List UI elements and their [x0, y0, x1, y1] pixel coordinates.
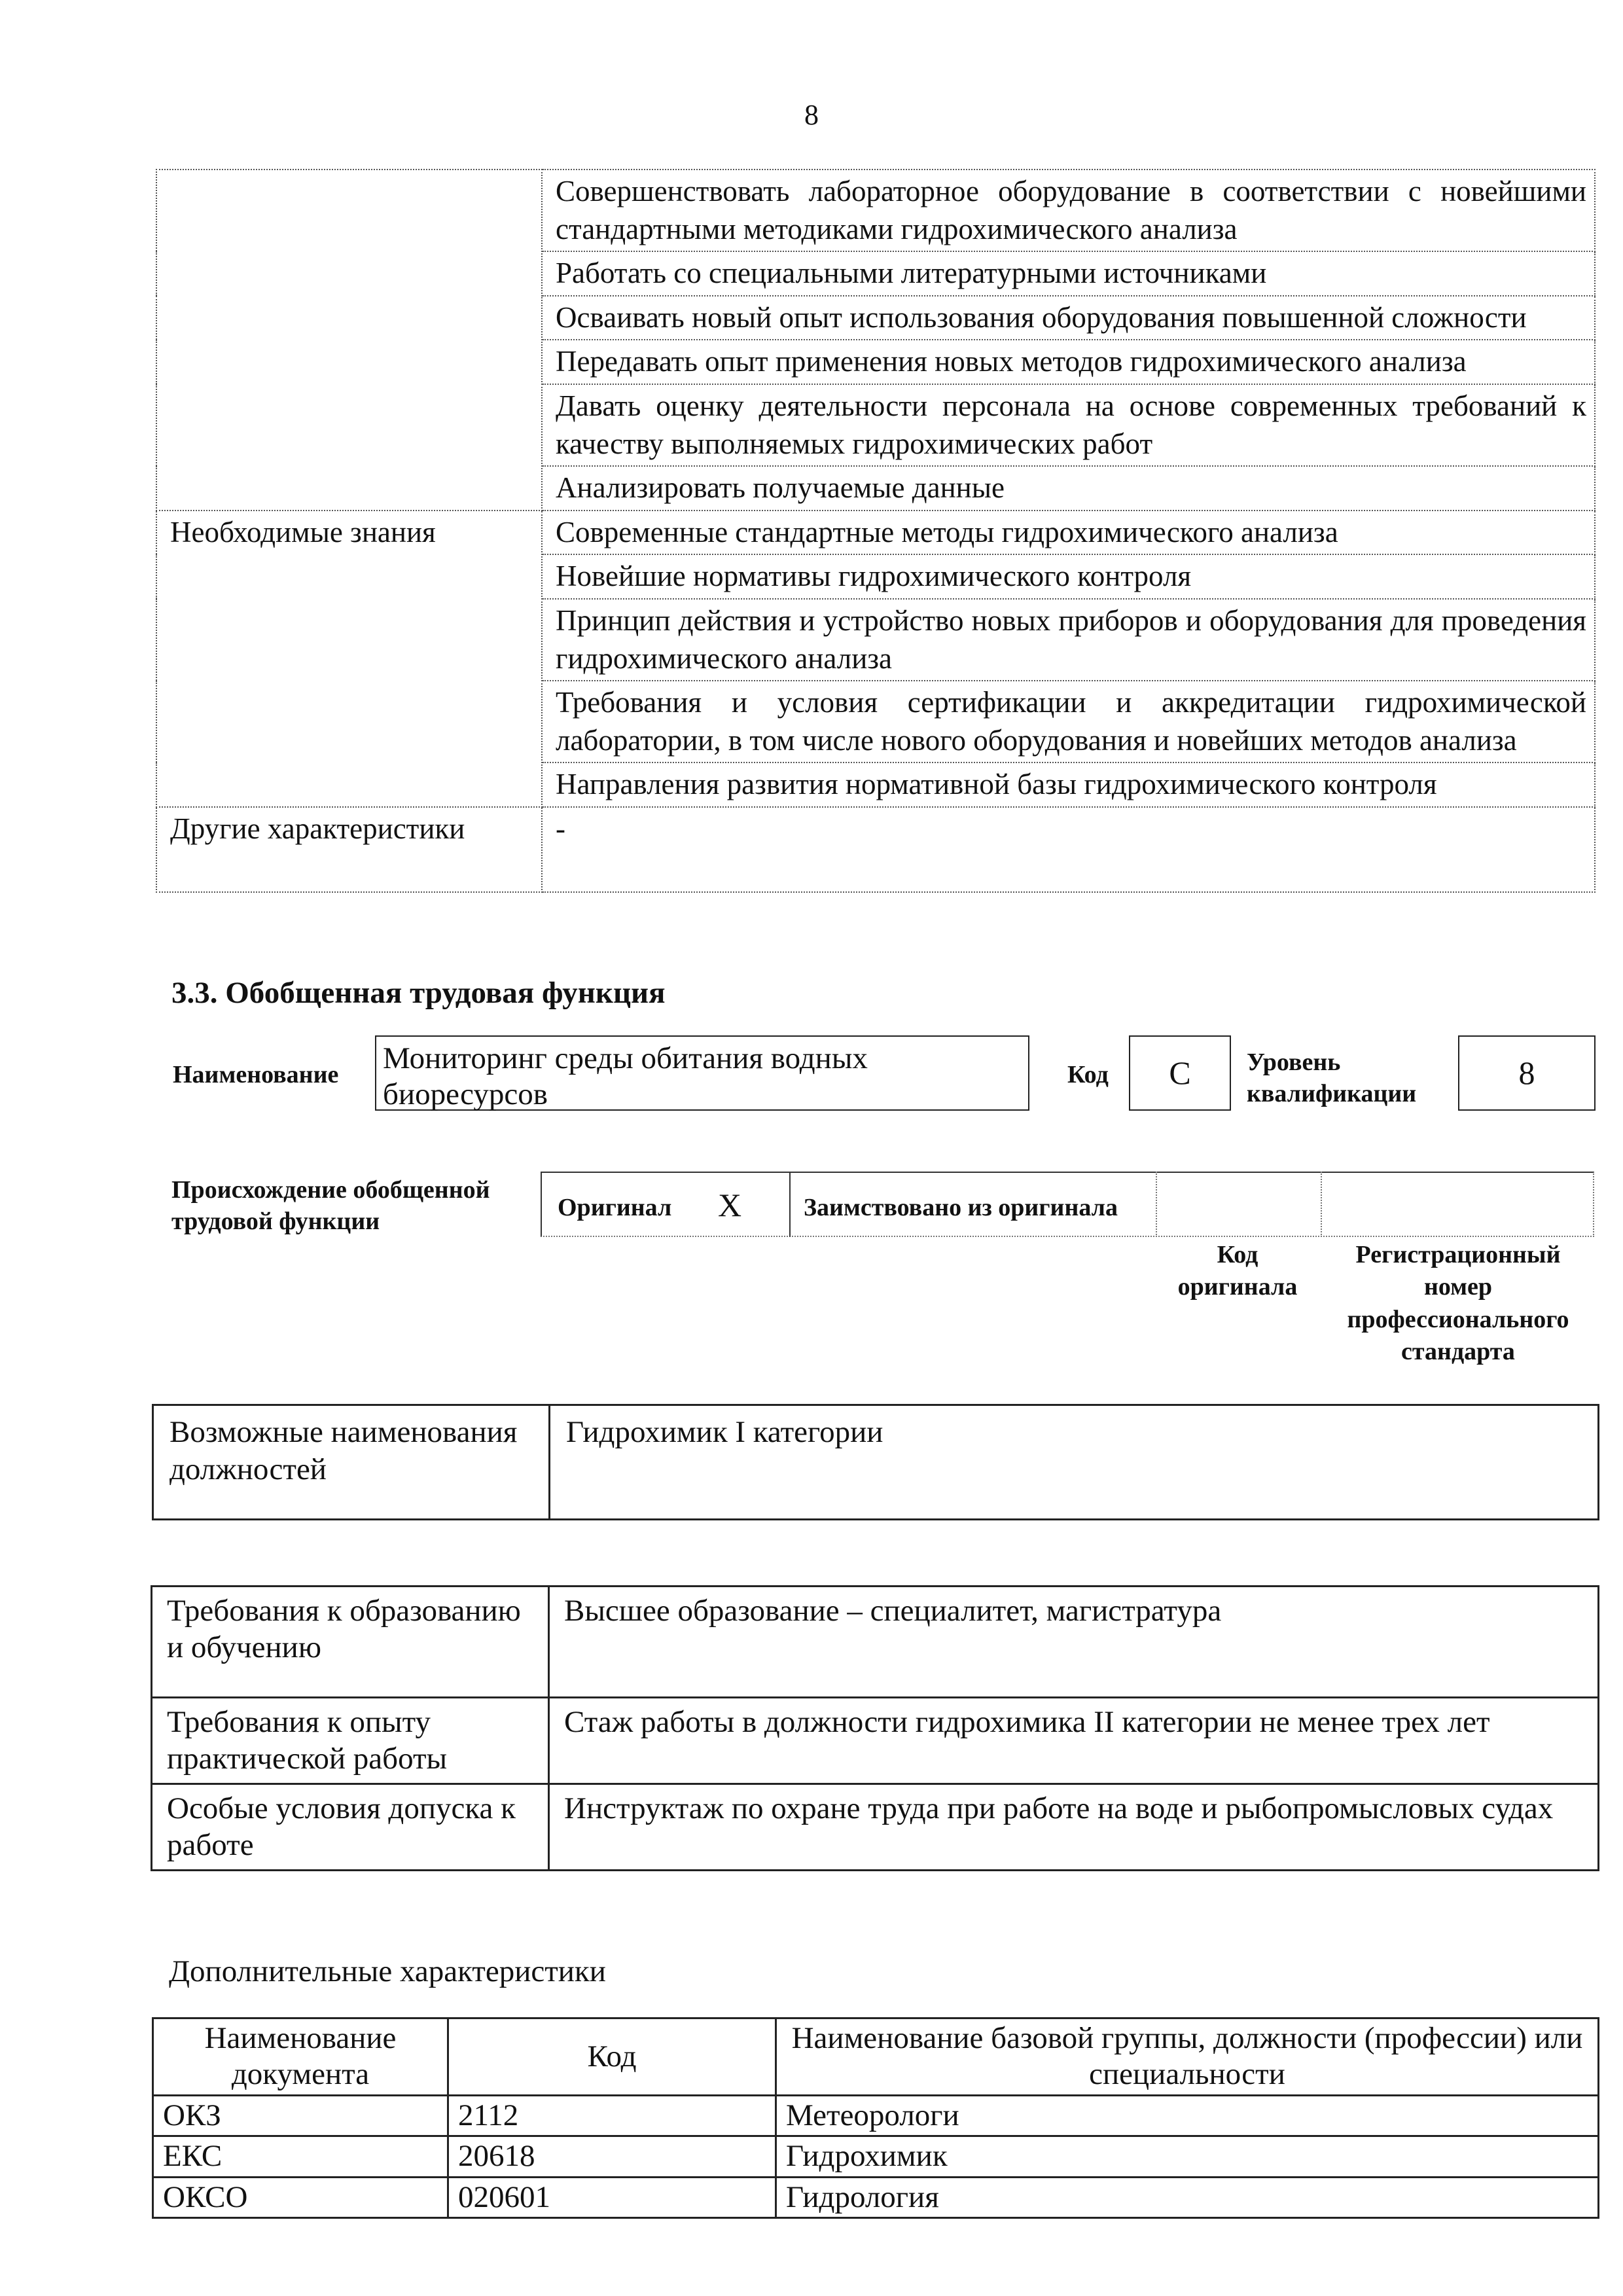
table-cell: ЕКС [153, 2136, 448, 2177]
requirement-label: Особые условия допуска к работе [152, 1784, 549, 1870]
table-header-row [153, 2018, 1599, 2096]
origin-label: Происхождение обобщенной трудовой функции [171, 1176, 490, 1235]
other-cell: - [542, 807, 1595, 892]
skill-cell: Работать со специальными литературными источниками [542, 251, 1595, 296]
skill-cell: Передавать опыт применения новых методов гидрохимического анализа [542, 340, 1595, 384]
level-value: 8 [1458, 1035, 1596, 1111]
original-label: Оригинал [558, 1194, 672, 1221]
row-label [156, 170, 542, 511]
table-row [156, 511, 1595, 555]
column-header: Наименование базовой группы, должности (профессии) или специальности [776, 2018, 1599, 2096]
divider [1321, 1172, 1322, 1237]
table-cell: Метеорологи [776, 2095, 1599, 2136]
positions-table [152, 1404, 1599, 1520]
knowledge-cell: Принцип действия и устройство новых приборов и оборудования для проведения гидрохимического анализа [542, 599, 1595, 681]
table-cell: 020601 [448, 2177, 776, 2217]
column-header: Наименование документа [153, 2018, 448, 2096]
requirement-value: Инструктаж по охране труда при работе на воде и рыбопромысловых судах [549, 1784, 1599, 1870]
positions-value: Гидрохимик I категории [550, 1405, 1599, 1520]
other-label: Другие характеристики [156, 807, 542, 892]
table-row [153, 2136, 1599, 2177]
column-header: Код [448, 2018, 776, 2096]
table-cell: 20618 [448, 2136, 776, 2177]
table-cell: ОКЗ [153, 2095, 448, 2136]
reg-number-caption: Регистрационный номер профессионального стандарта [1347, 1241, 1569, 1366]
requirement-value: Стаж работы в должности гидрохимика II категории не менее трех лет [549, 1698, 1599, 1784]
borrowed-label: Заимствовано из оригинала [804, 1194, 1118, 1221]
table-row [152, 1784, 1599, 1870]
skill-cell: Осваивать новый опыт использования оборудования повышенной сложности [542, 296, 1595, 340]
table-row [153, 1405, 1599, 1520]
knowledge-cell: Требования и условия сертификации и аккредитации гидрохимической лаборатории, в том числе нового оборудования и новейших методов анализа [542, 681, 1595, 762]
code-value: C [1129, 1035, 1231, 1111]
skill-cell: Давать оценку деятельности персонала на основе современных требований к качеству выполняемых гидрохимических работ [542, 384, 1595, 466]
requirement-label: Требования к опыту практической работы [152, 1698, 549, 1784]
table-row [156, 170, 1595, 251]
skills-knowledge-table [156, 169, 1596, 893]
table-row [152, 1587, 1599, 1698]
skill-cell: Совершенствовать лабораторное оборудование в соответствии с новейшими стандартными методиками гидрохимического анализа [542, 170, 1595, 251]
level-label: Уровень квалификации [1247, 1049, 1417, 1107]
name-label: Наименование [173, 1061, 339, 1088]
section-title: 3.3. Обобщенная трудовая функция [171, 976, 666, 1010]
table-cell: 2112 [448, 2095, 776, 2136]
table-cell: Гидрохимик [776, 2136, 1599, 2177]
page-number: 8 [804, 99, 819, 131]
positions-label: Возможные наименования должностей [153, 1405, 550, 1520]
knowledge-cell: Современные стандартные методы гидрохимического анализа [542, 511, 1595, 555]
divider [1156, 1172, 1157, 1237]
code-label: Код [1067, 1061, 1109, 1088]
original-mark: X [718, 1187, 742, 1223]
table-cell: Гидрология [776, 2177, 1599, 2217]
knowledge-cell: Новейшие нормативы гидрохимического контроля [542, 554, 1595, 599]
requirement-label: Требования к образованию и обучению [152, 1587, 549, 1698]
table-cell: ОКСО [153, 2177, 448, 2217]
knowledge-label: Необходимые знания [156, 511, 542, 807]
additional-table [152, 2017, 1599, 2219]
additional-title: Дополнительные характеристики [169, 1954, 606, 1988]
divider [789, 1172, 791, 1237]
original-code-caption: Код оригинала [1177, 1241, 1298, 1301]
name-value: Мониторинг среды обитания водных биоресурсов [375, 1035, 1029, 1111]
requirements-table [151, 1585, 1599, 1871]
table-row [153, 2095, 1599, 2136]
table-row [152, 1698, 1599, 1784]
requirement-value: Высшее образование – специалитет, магистратура [549, 1587, 1599, 1698]
table-row [153, 2177, 1599, 2217]
skill-cell: Анализировать получаемые данные [542, 466, 1595, 511]
table-row [156, 807, 1595, 892]
knowledge-cell: Направления развития нормативной базы гидрохимического контроля [542, 762, 1595, 807]
